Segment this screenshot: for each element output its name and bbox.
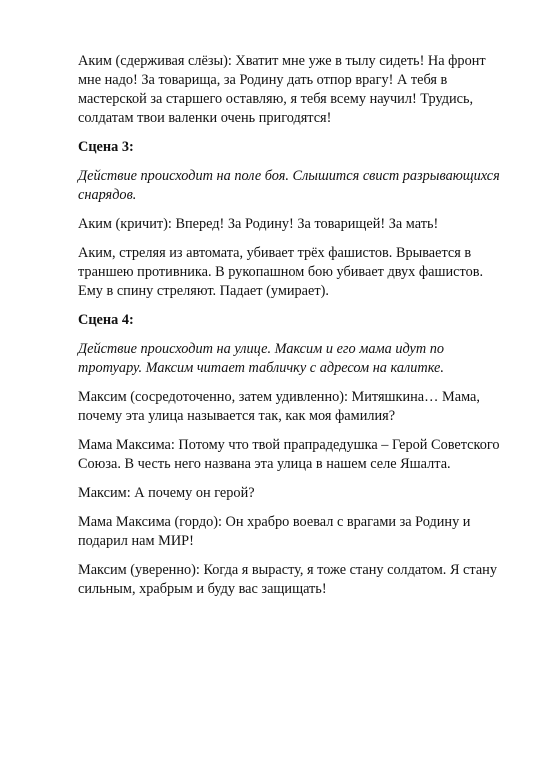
akim-farewell-line: Аким (сдерживая слёзы): Хватит мне уже в тылу сидеть! На фронт мне надо! За товарища, за Родину дать отпор врагу! А тебя в мастерской за старшего оставляю, я тебя всему научил! Трудись, солдатам твои валенки очень пригодятся! — [78, 53, 486, 126]
scene-4-stage-direction: Действие происходит на улице. Максим и его мама идут по тротуару. Максим читает табличку с адресом на калитке. — [78, 341, 445, 376]
document-page — [78, 52, 508, 609]
maxim-question-line: Максим (сосредоточенно, затем удивленно): Митяшкина… Мама, почему эта улица называется так, как моя фамилия? — [78, 389, 480, 424]
scene-3-stage-direction: Действие происходит на поле боя. Слышится свист разрывающихся снарядов. — [78, 168, 500, 203]
scene-3-heading: Сцена 3: — [78, 139, 134, 155]
akim-battle-narration: Аким, стреляя из автомата, убивает трёх фашистов. Врывается в траншею противника. В рукопашном бою убивает двух фашистов. Ему в спину стреляют. Падает (умирает). — [78, 245, 484, 299]
maxim-why-hero-line: Максим: А почему он герой? — [78, 485, 255, 501]
mother-answer-line: Мама Максима: Потому что твой прапрадедушка – Герой Советского Союза. В честь него названа эта улица в нашем селе Яшалта. — [78, 437, 500, 472]
maxim-promise-line: Максим (уверенно): Когда я вырасту, я тоже стану солдатом. Я стану сильным, храбрым и буду вас защищать! — [78, 562, 497, 597]
scene-4-heading: Сцена 4: — [78, 312, 134, 328]
mother-proud-line: Мама Максима (гордо): Он храбро воевал с врагами за Родину и подарил нам МИР! — [78, 514, 471, 549]
akim-battle-cry-line: Аким (кричит): Вперед! За Родину! За товарищей! За мать! — [78, 216, 439, 232]
